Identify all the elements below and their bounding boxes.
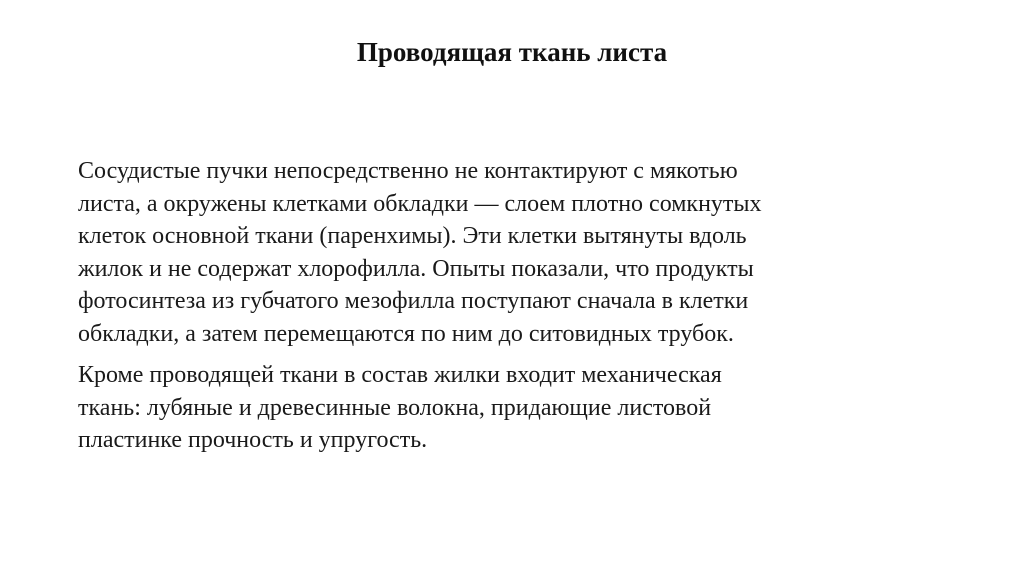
text-line: фотосинтеза из губчатого мезофилла поступают сначала в клетки <box>78 288 749 314</box>
text-line: жилок и не содержат хлорофилла. Опыты показали, что продукты <box>78 255 754 282</box>
text-line: листа, а окружены клетками обкладки — слоем плотно сомкнутых <box>78 190 762 217</box>
paragraph-vascular-bundles <box>78 155 958 350</box>
text-line: обкладки, а затем перемещаются по ним до ситовидных трубок. <box>78 320 734 347</box>
paragraph-mechanical-tissue <box>78 359 958 457</box>
slide-body <box>78 155 958 466</box>
text-line: Сосудистые пучки непосредственно не контактируют с мякотью <box>78 158 738 184</box>
slide-title: Проводящая ткань листа <box>356 37 668 67</box>
text-line: ткань: лубяные и древесинные волокна, придающие листовой <box>78 394 712 421</box>
text-line: пластинке прочность и упругость. <box>78 427 428 453</box>
text-line: клеток основной ткани (паренхимы). Эти клетки вытянуты вдоль <box>78 223 747 249</box>
text-line: Кроме проводящей ткани в состав жилки входит механическая <box>78 362 722 388</box>
